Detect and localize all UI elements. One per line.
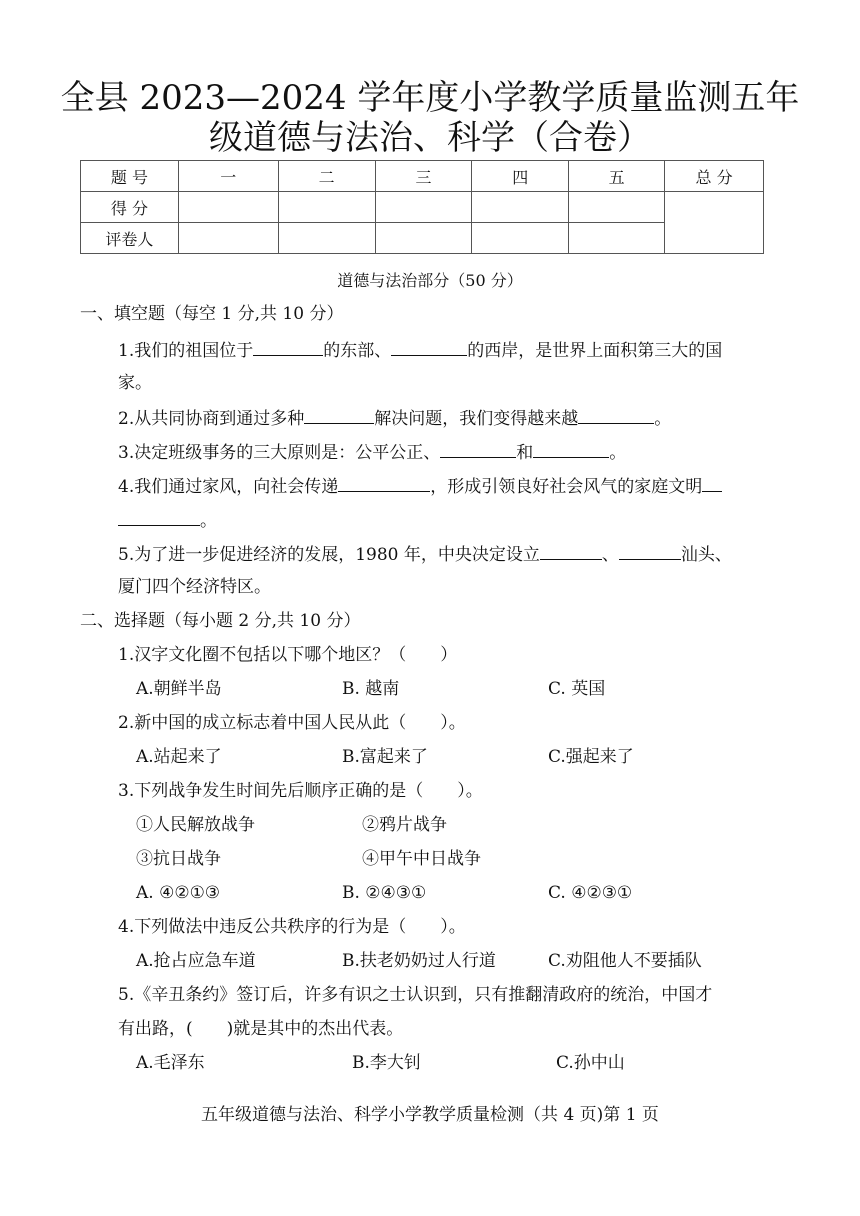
page-footer: 五年级道德与法治、科学小学教学质量检测（共 4 页)第 1 页: [201, 1105, 659, 1125]
fill-question-1: [118, 337, 722, 363]
event-item: ①人民解放战争: [136, 815, 255, 835]
answer-blank[interactable]: [619, 541, 681, 560]
choice-option[interactable]: C.强起来了: [548, 747, 634, 767]
score-cell[interactable]: [278, 192, 375, 223]
answer-blank[interactable]: [540, 541, 602, 560]
choice-option[interactable]: A.朝鲜半岛: [136, 679, 222, 699]
choice-option[interactable]: C.孙中山: [556, 1053, 625, 1073]
part1-heading: 一、填空题（每空 1 分,共 10 分）: [80, 304, 344, 324]
answer-blank[interactable]: [440, 439, 516, 458]
answer-blank[interactable]: [304, 405, 374, 424]
exam-title-line1: 全县 2023—2024 学年度小学教学质量监测五年: [60, 78, 800, 118]
exam-title-line2: 级道德与法治、科学（合卷）: [209, 118, 651, 158]
choice-option[interactable]: C.劝阻他人不要插队: [548, 951, 702, 971]
q-text: 和: [516, 443, 534, 463]
answer-blank[interactable]: [118, 507, 200, 526]
choice-option[interactable]: C. ④②③①: [548, 883, 633, 903]
fill-question-4: [118, 473, 722, 499]
grader-row: [81, 223, 764, 254]
answer-blank[interactable]: [533, 439, 609, 458]
choice-question-1: 1.汉字文化圈不包括以下哪个地区？（ ）: [118, 645, 458, 665]
choice-option[interactable]: B. 越南: [342, 679, 400, 699]
answer-blank[interactable]: [391, 337, 467, 356]
q-text: 4.我们通过家风，向社会传递: [118, 477, 339, 497]
choice-option[interactable]: B.扶老奶奶过人行道: [342, 951, 496, 971]
score-row: [81, 192, 764, 223]
fill-question-2: [118, 405, 671, 431]
answer-blank[interactable]: [338, 473, 430, 492]
total-score-cell[interactable]: [665, 192, 764, 254]
header-cell: 题 号: [81, 161, 179, 192]
fill-question-5-cont: 厦门四个经济特区。: [118, 577, 271, 597]
fill-question-4-cont: [118, 507, 217, 533]
score-cell[interactable]: [472, 192, 569, 223]
q-text: 的东部、: [323, 341, 392, 361]
q-text: 3.决定班级事务的三大原则是：公平公正、: [118, 443, 441, 463]
score-table: [80, 160, 764, 254]
grader-cell[interactable]: [178, 223, 278, 254]
choice-question-2: 2.新中国的成立标志着中国人民从此（ ）。: [118, 713, 466, 733]
grader-cell[interactable]: [375, 223, 472, 254]
q-text: 5.为了进一步促进经济的发展，1980 年，中央决定设立: [118, 545, 540, 565]
answer-blank[interactable]: [578, 405, 654, 424]
choice-question-4: 4.下列做法中违反公共秩序的行为是（ ）。: [118, 917, 466, 937]
choice-option[interactable]: B.富起来了: [342, 747, 428, 767]
choice-option[interactable]: B.李大钊: [352, 1053, 421, 1073]
grader-cell[interactable]: [569, 223, 665, 254]
header-cell: 二: [278, 161, 375, 192]
choice-question-5-cont: 有出路，( )就是其中的杰出代表。: [118, 1019, 404, 1039]
row-label: 评卷人: [81, 223, 179, 254]
choice-option[interactable]: A.毛泽东: [136, 1053, 205, 1073]
answer-blank[interactable]: [253, 337, 323, 356]
choice-option[interactable]: B. ②④③①: [342, 883, 427, 903]
grader-cell[interactable]: [472, 223, 569, 254]
header-cell: 三: [375, 161, 472, 192]
score-cell[interactable]: [569, 192, 665, 223]
q-text: 、: [601, 545, 619, 565]
event-item: ②鸦片战争: [362, 815, 447, 835]
q-text: 。: [654, 409, 672, 429]
event-item: ④甲午中日战争: [362, 849, 481, 869]
q-text: 。: [609, 443, 627, 463]
score-cell[interactable]: [178, 192, 278, 223]
q-text: 的西岸，是世界上面积第三大的国: [467, 341, 723, 361]
header-cell: 四: [472, 161, 569, 192]
score-table-header-row: [81, 161, 764, 192]
choice-question-5: 5.《辛丑条约》签订后，许多有识之士认识到，只有推翻清政府的统治，中国才: [118, 985, 713, 1005]
q-text: 1.我们的祖国位于: [118, 341, 254, 361]
choice-option[interactable]: A.站起来了: [136, 747, 222, 767]
answer-blank[interactable]: [702, 473, 722, 492]
q-text: 。: [200, 511, 217, 531]
header-cell: 总 分: [665, 161, 764, 192]
q-text: 2.从共同协商到通过多种: [118, 409, 305, 429]
choice-option[interactable]: C. 英国: [548, 679, 606, 699]
q-text: ，形成引领良好社会风气的家庭文明: [430, 477, 703, 497]
fill-question-5: [118, 541, 732, 567]
q-text: 汕头、: [680, 545, 732, 565]
choice-option[interactable]: A. ④②①③: [136, 883, 221, 903]
q-text: 解决问题，我们变得越来越: [374, 409, 579, 429]
part2-heading: 二、选择题（每小题 2 分,共 10 分）: [80, 611, 361, 631]
choice-option[interactable]: A.抢占应急车道: [136, 951, 256, 971]
grader-cell[interactable]: [278, 223, 375, 254]
fill-question-1-cont: 家。: [118, 373, 152, 393]
choice-question-3: 3.下列战争发生时间先后顺序正确的是（ ）。: [118, 781, 483, 801]
header-cell: 一: [178, 161, 278, 192]
row-label: 得 分: [81, 192, 179, 223]
section-title: 道德与法治部分（50 分）: [337, 271, 523, 290]
fill-question-3: [118, 439, 626, 465]
event-item: ③抗日战争: [136, 849, 221, 869]
score-cell[interactable]: [375, 192, 472, 223]
header-cell: 五: [569, 161, 665, 192]
